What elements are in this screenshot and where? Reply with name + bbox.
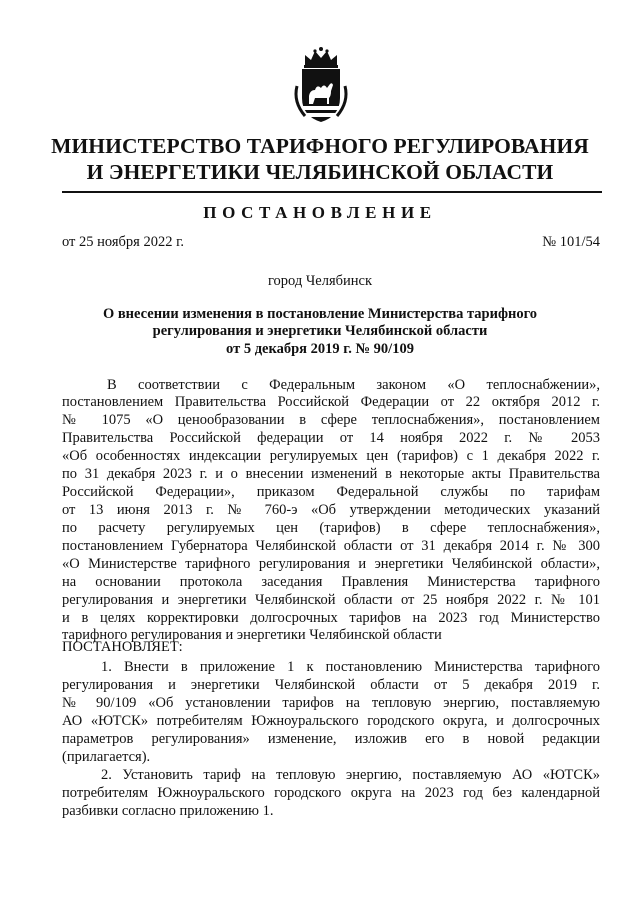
ministry-name-line-2: И ЭНЕРГЕТИКИ ЧЕЛЯБИНСКОЙ ОБЛАСТИ [86, 160, 554, 184]
body-line: на основании протокола заседания Правления Министерства тарифного [62, 574, 600, 590]
document-number: № 101/54 [542, 234, 600, 250]
coat-of-arms-emblem [291, 46, 351, 126]
subject-line-2: регулирования и энергетики Челябинской области [152, 323, 488, 339]
body-line: «Об особенностях индексации регулируемых цен (тарифов) с 1 декабря 2022 г. [62, 448, 600, 464]
body-line: 2. Установить тариф на тепловую энергию, поставляемую АО «ЮТСК» [101, 767, 600, 783]
body-line: тарифного регулирования и энергетики Челябинской области [62, 627, 442, 643]
body-line: Российской Федерации», приказом Федеральной службы по тарифам [62, 484, 600, 500]
document-type-title: ПОСТАНОВЛЕНИЕ [203, 203, 437, 222]
body-line: от 13 июня 2013 г. № 760-э «Об утверждении методических указаний [62, 502, 600, 518]
body-line: № 1075 «О ценообразовании в сфере теплоснабжения», постановлением [62, 412, 600, 428]
body-line: параметров регулирования» изменение, изложив его в новой редакции [62, 731, 600, 747]
body-line: разбивки согласно приложению 1. [62, 803, 274, 819]
body-line: В соответствии с Федеральным законом «О теплоснабжении», [107, 377, 600, 393]
document-city: город Челябинск [267, 273, 373, 289]
subject-line-1: О внесении изменения в постановление Министерства тарифного [102, 306, 538, 322]
body-line: АО «ЮТСК» потребителям Южноуральского городского округа, и долгосрочных [62, 713, 600, 729]
body-line: «О Министерстве тарифного регулирования и энергетики Челябинской области», [62, 556, 600, 572]
ministry-name-line-1: МИНИСТЕРСТВО ТАРИФНОГО РЕГУЛИРОВАНИЯ [51, 134, 589, 158]
body-line: Правительства Российской федерации от 14 ноября 2022 г. № 2053 [62, 430, 600, 446]
body-line: по расчету регулируемых цен (тарифов) в сфере теплоснабжения», [62, 520, 600, 536]
subject-line-3: от 5 декабря 2019 г. № 90/109 [226, 341, 414, 357]
body-line: потребителям Южноуральского городского округа на 2023 год без календарной [62, 785, 600, 801]
body-line: регулирования и энергетики Челябинской области от 25 ноября 2022 г. № 101 [62, 592, 600, 608]
body-line: по 31 декабря 2023 г. и о внесении изменений в некоторые акты Правительства [62, 466, 600, 482]
body-line: (прилагается). [62, 749, 151, 765]
document-date: от 25 ноября 2022 г. [62, 234, 185, 250]
header-divider [62, 191, 602, 193]
body-line: и в целях корректировки долгосрочных тарифов на 2023 год Министерство [62, 610, 600, 626]
resolves-keyword: ПОСТАНОВЛЯЕТ: [62, 639, 183, 655]
body-line: постановлением Губернатора Челябинской области от 31 декабря 2014 г. № 300 [62, 538, 600, 554]
body-line: № 90/109 «Об установлении тарифов на тепловую энергию, поставляемую [62, 695, 600, 711]
body-line: постановлением Правительства Российской Федерации от 22 октября 2012 г. [62, 394, 600, 410]
body-line: регулирования и энергетики Челябинской области от 5 декабря 2019 г. [62, 677, 600, 693]
body-line: 1. Внести в приложение 1 к постановлению Министерства тарифного [101, 659, 600, 675]
